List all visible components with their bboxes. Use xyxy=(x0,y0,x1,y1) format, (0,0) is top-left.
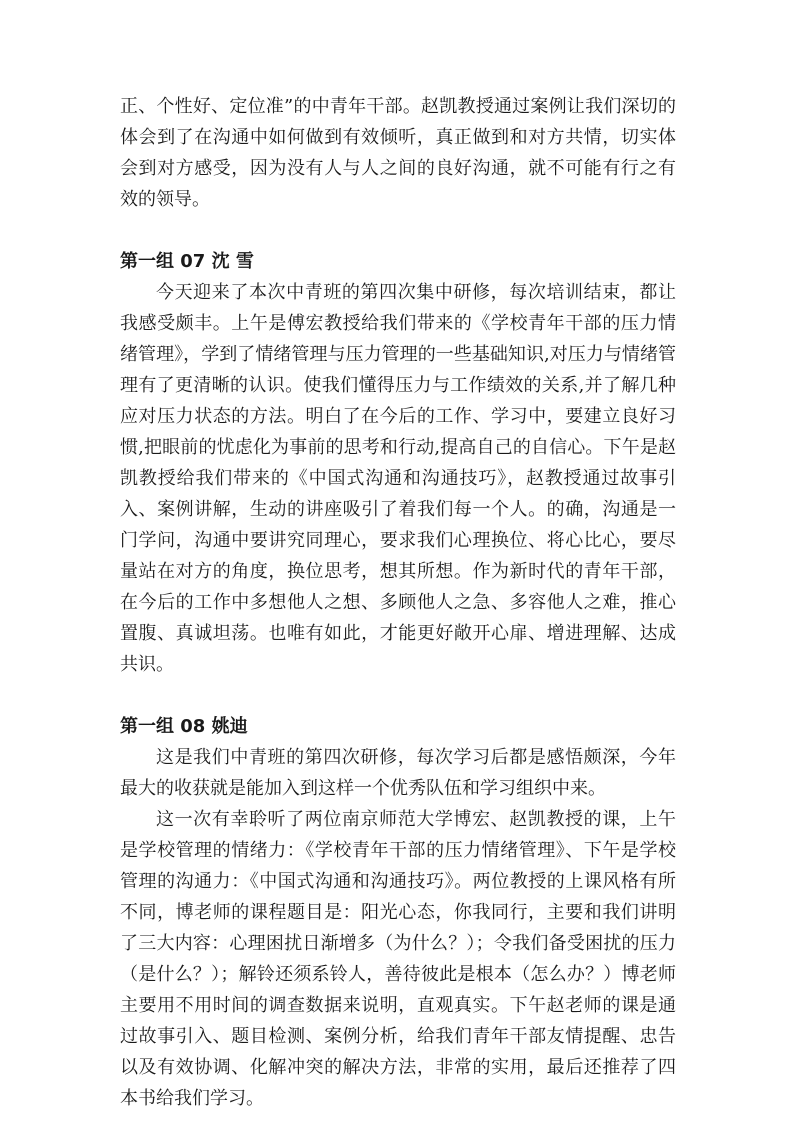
section-spacer xyxy=(120,680,676,711)
section-heading-yao-di: 第一组 08 姚迪 xyxy=(120,716,248,737)
paragraph-intro-continued: 正、个性好、定位准”的中青年干部。赵凯教授通过案例让我们深切的体会到了在沟通中如何做到有效倾听，真正做到和对方共情，切实体会到对方感受，因为没有人与人之间的良好沟通，就不可能有行之有效的领导。 xyxy=(120,96,676,210)
paragraph-shen-xue: 今天迎来了本次中青班的第四次集中研修，每次培训结束，都让我感受颇丰。上午是傅宏教授给我们带来的《学校青年干部的压力情绪管理》，学到了情绪管理与压力管理的一些基础知识,对压力与情绪管理有了更清晰的认识。使我们懂得压力与工作绩效的关系,并了解几种应对压力状态的方法。明白了在今后的工作、学习中，要建立良好习惯,把眼前的忧虑化为事前的思考和行动,提高自己的自信心。下午是赵凯教授给我们带来的《中国式沟通和沟通技巧》，赵教授通过故事引入、案例讲解，生动的讲座吸引了着我们每一个人。的确，沟通是一门学问，沟通中要讲究同理心，要求我们心理换位、将心比心，要尽量站在对方的角度，换位思考，想其所想。作为新时代的青年干部，在今后的工作中多想他人之想、多顾他人之急、多容他人之难，推心置腹、真诚坦荡。也唯有如此，才能更好敞开心扉、增进理解、达成共识。 xyxy=(120,282,676,675)
section-spacer xyxy=(120,215,676,246)
section-heading-shen-xue: 第一组 07 沈 雪 xyxy=(120,251,254,272)
paragraph-yao-di-2: 这一次有幸聆听了两位南京师范大学博宏、赵凯教授的课，上午是学校管理的情绪力：《学校青年干部的压力情绪管理》、下午是学校管理的沟通力：《中国式沟通和沟通技巧》。两位教授的上课风格有所不同，博老师的课程题目是：阳光心态，你我同行，主要和我们讲明了三大内容：心理困扰日渐增多（为什么？）；令我们备受困扰的压力（是什么？）；解铃还须系铃人，善待彼此是根本（怎么办？）博老师主要用不用时间的调查数据来说明，直观真实。下午赵老师的课是通过故事引入、题目检测、案例分析，给我们青年干部友情提醒、忠告以及有效协调、化解冲突的解决方法，非常的实用，最后还推荐了四本书给我们学习。 xyxy=(120,809,676,1109)
paragraph-yao-di-1: 这是我们中青班的第四次研修，每次学习后都是感悟颇深，今年最大的收获就是能加入到这样一个优秀队伍和学习组织中来。 xyxy=(120,747,676,799)
document-body xyxy=(120,91,676,1114)
